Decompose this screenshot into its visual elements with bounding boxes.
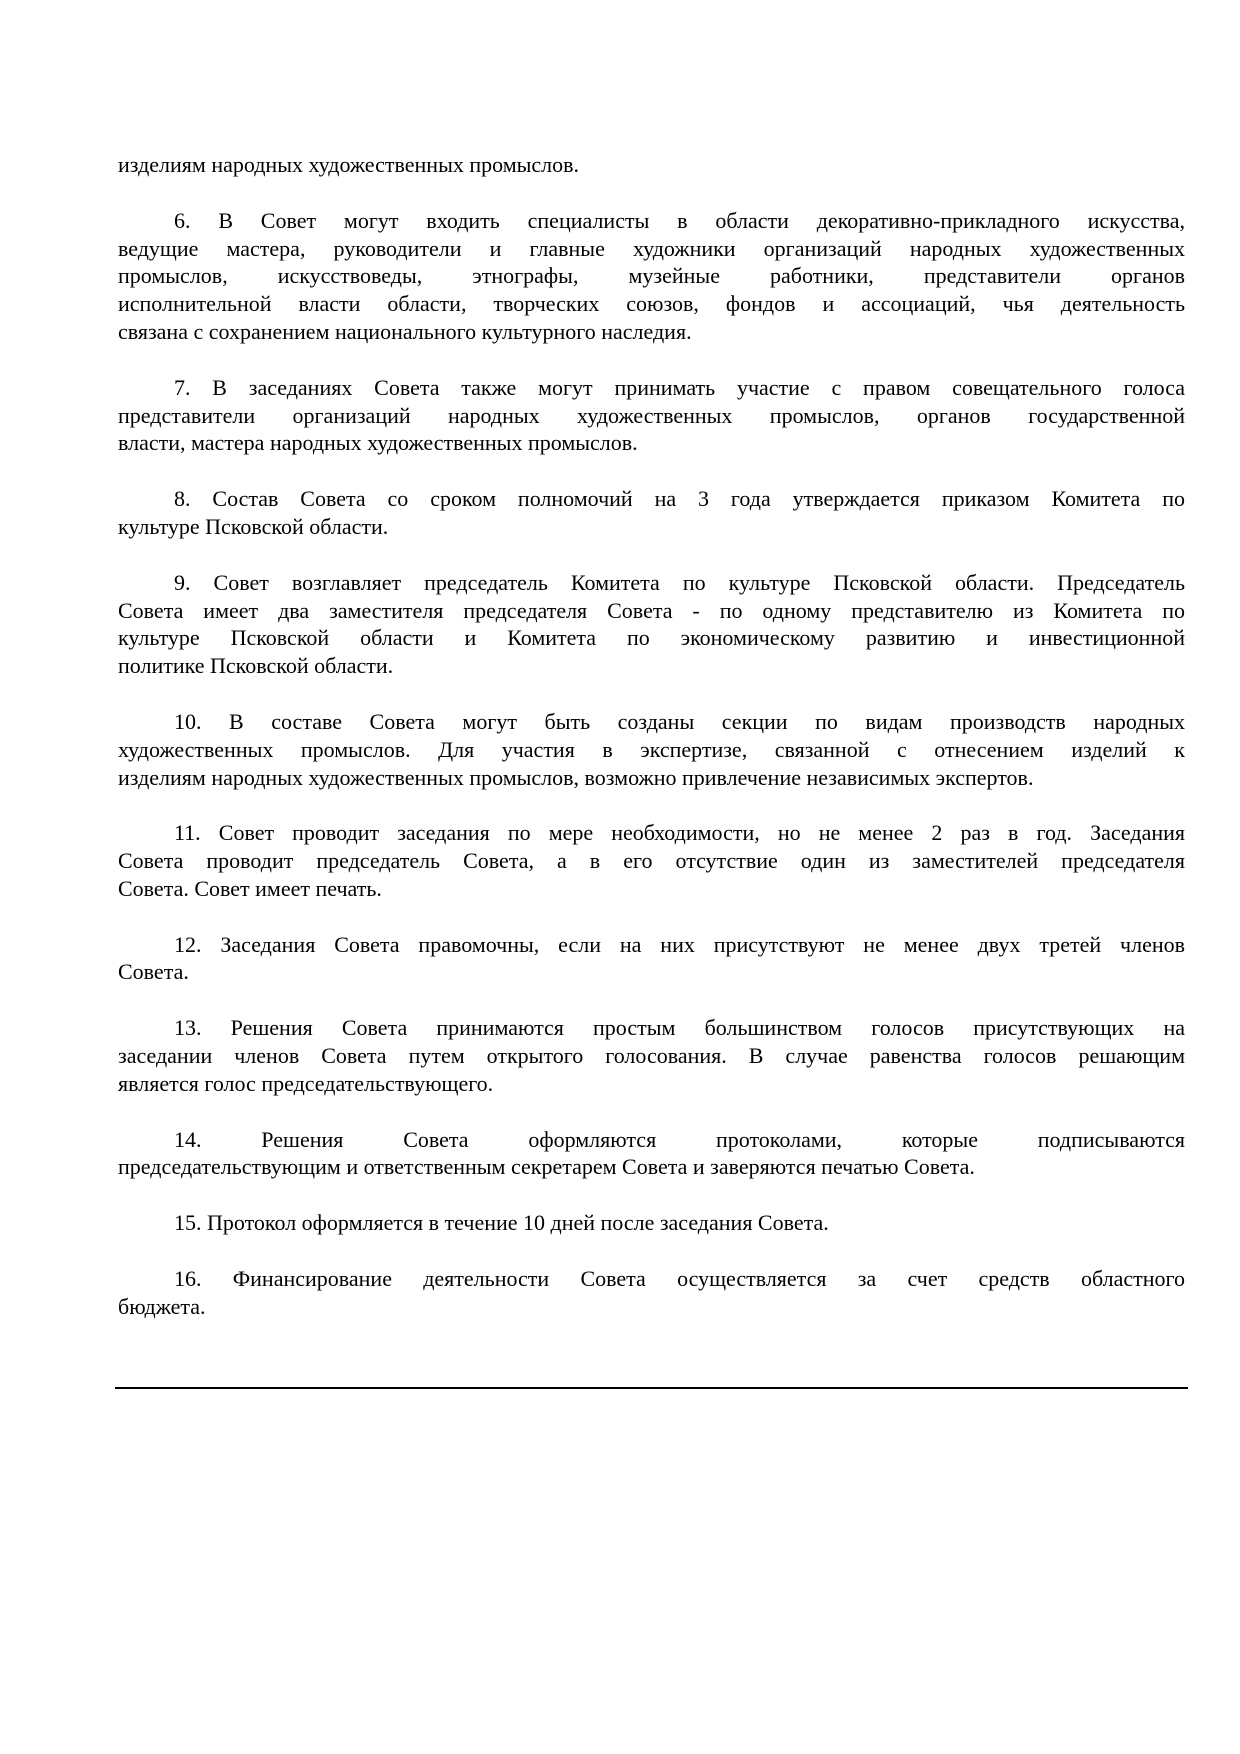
paragraph-line: культуре Псковской области.	[118, 513, 389, 539]
paragraph-line: художественных промыслов. Для участия в экспертизе, связанной с отнесением изделий к	[118, 736, 1185, 762]
paragraph-line: Совета.	[118, 959, 189, 985]
paragraph-line: 14. Решения Совета оформляются протоколами, которые подписываются	[174, 1126, 1185, 1152]
paragraph-line: Совета проводит председатель Совета, а в его отсутствие один из заместителей председателя	[118, 848, 1185, 874]
paragraph-line: 10. В составе Совета могут быть созданы секции по видам производств народных	[174, 708, 1185, 734]
paragraph-line: 13. Решения Совета принимаются простым большинством голосов присутствующих на	[174, 1015, 1185, 1041]
paragraph-line: 8. Состав Совета со сроком полномочий на 3 года утверждается приказом Комитета по	[174, 486, 1185, 512]
paragraph-line: Совета. Совет имеет печать.	[118, 875, 382, 901]
paragraph	[118, 708, 1185, 792]
paragraph-line: политике Псковской области.	[118, 653, 394, 679]
paragraph-line: 6. В Совет могут входить специалисты в области декоративно-прикладного искусства,	[174, 207, 1185, 233]
paragraph	[118, 819, 1185, 903]
paragraph-line: председательствующим и ответственным секретарем Совета и заверяются печатью Совета.	[118, 1154, 975, 1180]
paragraph-line: 9. Совет возглавляет председатель Комитета по культуре Псковской области. Председатель	[174, 569, 1185, 595]
paragraph-line: Совета имеет два заместителя председателя Совета - по одному представителю из Комитета по	[118, 597, 1185, 623]
paragraph	[118, 1265, 1185, 1321]
paragraph-line: промыслов, искусствоведы, этнографы, музейные работники, представители органов	[118, 263, 1185, 289]
paragraph-line: власти, мастера народных художественных промыслов.	[118, 430, 638, 456]
paragraph-line: 15. Протокол оформляется в течение 10 дней после заседания Совета.	[174, 1210, 829, 1236]
paragraph-line: 12. Заседания Совета правомочны, если на них присутствуют не менее двух третей членов	[174, 931, 1185, 957]
paragraph	[118, 1126, 1185, 1182]
paragraph	[118, 1209, 1185, 1237]
paragraph-line: культуре Псковской области и Комитета по экономическому развитию и инвестиционной	[118, 625, 1185, 651]
paragraph-line: 7. В заседаниях Совета также могут принимать участие с правом совещательного голоса	[174, 374, 1185, 400]
paragraph-line: ведущие мастера, руководители и главные художники организаций народных художественных	[118, 235, 1185, 261]
paragraph	[118, 569, 1185, 680]
paragraph-line: связана с сохранением национального культурного наследия.	[118, 319, 692, 345]
paragraph-line: представители организаций народных художественных промыслов, органов государственной	[118, 402, 1185, 428]
paragraph-line: изделиям народных художественных промыслов.	[118, 152, 580, 177]
paragraph-line: исполнительной власти области, творческих союзов, фондов и ассоциаций, чья деятельность	[118, 291, 1185, 317]
paragraph	[118, 1014, 1185, 1098]
paragraph-line: 16. Финансирование деятельности Совета осуществляется за счет средств областного	[174, 1265, 1185, 1291]
footnote-separator-rule	[115, 1387, 1188, 1389]
paragraph-line: 11. Совет проводит заседания по мере необходимости, но не менее 2 раз в год. Заседания	[174, 820, 1185, 846]
paragraph	[118, 151, 1185, 179]
paragraph-line: является голос председательствующего.	[118, 1070, 494, 1096]
paragraph	[118, 931, 1185, 987]
paragraph	[118, 485, 1185, 541]
paragraph-line: изделиям народных художественных промыслов, возможно привлечение независимых экспертов.	[118, 764, 1034, 790]
paragraph-line: заседании членов Совета путем открытого голосования. В случае равенства голосов решающим	[118, 1043, 1185, 1068]
document-page	[118, 151, 1185, 1348]
paragraph-line: бюджета.	[118, 1293, 206, 1319]
paragraph	[118, 207, 1185, 346]
paragraph	[118, 374, 1185, 458]
